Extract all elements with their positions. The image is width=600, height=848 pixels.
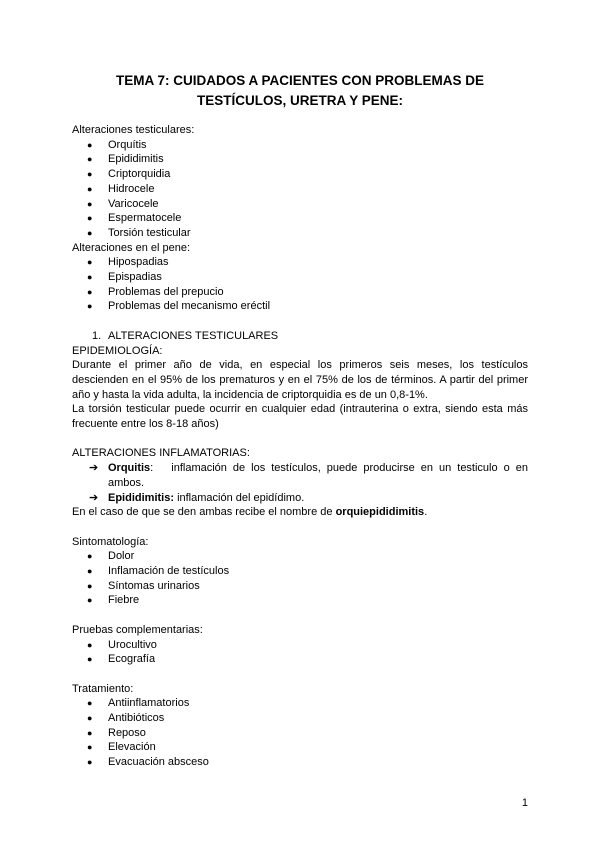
list-item-text: Epispadias <box>108 271 162 284</box>
bullet-icon: ● <box>87 551 93 562</box>
list-item-text: Evacuación absceso <box>108 756 209 769</box>
epidemiology-paragraph-2: La torsión testicular puede ocurrir en cualquier edad (intrauterina o extra, siendo esta más frecuente entre los 8-18 años) <box>72 403 528 431</box>
list-item <box>72 549 528 564</box>
symptoms-heading: Sintomatología: <box>72 535 149 548</box>
bullet-icon: ● <box>87 139 93 150</box>
list-item-text: Epididimitis <box>108 153 164 166</box>
penis-list <box>72 255 528 314</box>
list-item <box>72 182 528 197</box>
list-item-text: Fiebre <box>108 594 140 607</box>
list-item-text: Reposo <box>108 726 146 739</box>
bullet-icon: ● <box>87 727 93 738</box>
term-epididimitis: Epididimitis: <box>108 491 174 504</box>
list-item-text: Urocultivo <box>108 638 157 651</box>
list-item <box>72 711 528 726</box>
term-orquiepididimitis: orquiepididimitis <box>335 506 425 519</box>
list-item-text: Antiinflamatorios <box>108 697 190 710</box>
list-item <box>72 255 528 270</box>
bullet-icon: ● <box>87 698 93 709</box>
arrow-icon: ➔ <box>89 491 99 504</box>
inflammatory-item-orquitis: ➔ Orquitis: inflamación de los testículos, puede producirse en un testiculo o en ambos. <box>89 462 528 489</box>
testicular-heading: Alteraciones testiculares: <box>72 124 195 136</box>
bullet-icon: ● <box>87 566 93 577</box>
section-title: ALTERACIONES TESTICULARES <box>108 329 279 342</box>
bullet-icon: ● <box>87 183 93 194</box>
section-heading <box>72 329 528 344</box>
list-item-text: Torsión testicular <box>108 226 191 239</box>
list-item-text: Elevación <box>108 741 156 754</box>
bullet-icon: ● <box>87 654 93 665</box>
treatment-heading: Tratamiento: <box>72 682 134 695</box>
page-number: 1 <box>521 797 528 809</box>
epidemiology-heading: EPIDEMIOLOGÍA: <box>72 344 163 357</box>
list-item-text: Síntomas urinarios <box>108 579 200 592</box>
list-item <box>72 579 528 594</box>
list-item-text: Problemas del prepucio <box>108 285 224 298</box>
list-item-text: Hipospadias <box>108 256 169 269</box>
list-item-text: Hidrocele <box>108 182 155 195</box>
bullet-icon: ● <box>87 742 93 753</box>
list-item <box>72 285 528 300</box>
bullet-icon: ● <box>87 301 93 312</box>
bullet-icon: ● <box>87 213 93 224</box>
list-item-text: Antibióticos <box>108 712 165 725</box>
desc-epididimitis: inflamación del epidídimo. <box>177 491 305 504</box>
arrow-icon: ➔ <box>89 462 99 475</box>
list-item-text: Varicocele <box>108 197 159 210</box>
list-item-text: Problemas del mecanismo eréctil <box>108 300 271 313</box>
list-item-text: Criptorquidia <box>108 168 171 181</box>
bullet-icon: ● <box>87 227 93 238</box>
bullet-icon: ● <box>87 580 93 591</box>
page-title: TEMA 7: CUIDADOS A PACIENTES CON PROBLEMAS DE TESTÍCULOS, URETRA Y PENE: <box>115 73 485 108</box>
section-number: 1. <box>92 329 102 342</box>
symptoms-list <box>72 549 528 608</box>
epidemiology-paragraph-1: Durante el primer año de vida, en especial los primeros seis meses, los testículos descienden en el 95% de los prematuros y en el 75% de los de términos. A partir del primer año y hasta la vida adulta, la incidencia de criptorquidia es de un 0,8-1%. <box>72 359 528 401</box>
list-item-text: Orquítis <box>108 138 147 151</box>
list-item <box>72 226 528 241</box>
bullet-icon: ● <box>87 257 93 268</box>
list-item <box>72 152 528 167</box>
bullet-icon: ● <box>87 639 93 650</box>
orquiepididimitis-sentence: En el caso de que se den ambas recibe el nombre de orquiepididimitis. <box>72 506 428 519</box>
bullet-icon: ● <box>87 154 93 165</box>
penis-heading: Alteraciones en el pene: <box>72 241 191 254</box>
list-item-text: Inflamación de testículos <box>108 565 230 578</box>
list-item <box>72 740 528 755</box>
tests-list <box>72 638 528 667</box>
bullet-icon: ● <box>87 713 93 724</box>
list-item <box>72 270 528 285</box>
document-body <box>72 123 528 770</box>
bullet-icon: ● <box>87 272 93 283</box>
bullet-icon: ● <box>87 595 93 606</box>
list-item-text: Ecografía <box>108 653 156 666</box>
list-item <box>72 652 528 667</box>
testicular-list <box>72 138 528 241</box>
list-item <box>72 696 528 711</box>
bullet-icon: ● <box>87 198 93 209</box>
list-item <box>72 299 528 314</box>
list-item-text: Espermatocele <box>108 212 182 225</box>
list-item <box>72 138 528 153</box>
desc-orquitis: inflamación de los testículos, puede producirse en un testiculo o en ambos. <box>108 462 528 489</box>
list-item <box>72 167 528 182</box>
bullet-icon: ● <box>87 169 93 180</box>
list-item <box>72 726 528 741</box>
list-item <box>72 755 528 770</box>
list-item <box>72 564 528 579</box>
inflammatory-heading: ALTERACIONES INFLAMATORIAS: <box>72 447 250 460</box>
bullet-icon: ● <box>87 286 93 297</box>
list-item-text: Dolor <box>108 550 135 563</box>
treatment-list <box>72 696 528 770</box>
tests-heading: Pruebas complementarias: <box>72 623 203 636</box>
inflammatory-item-epididimitis <box>72 491 528 506</box>
list-item <box>72 211 528 226</box>
list-item <box>72 593 528 608</box>
term-orquitis: Orquitis <box>108 462 151 475</box>
bullet-icon: ● <box>87 757 93 768</box>
list-item <box>72 638 528 653</box>
list-item <box>72 197 528 212</box>
